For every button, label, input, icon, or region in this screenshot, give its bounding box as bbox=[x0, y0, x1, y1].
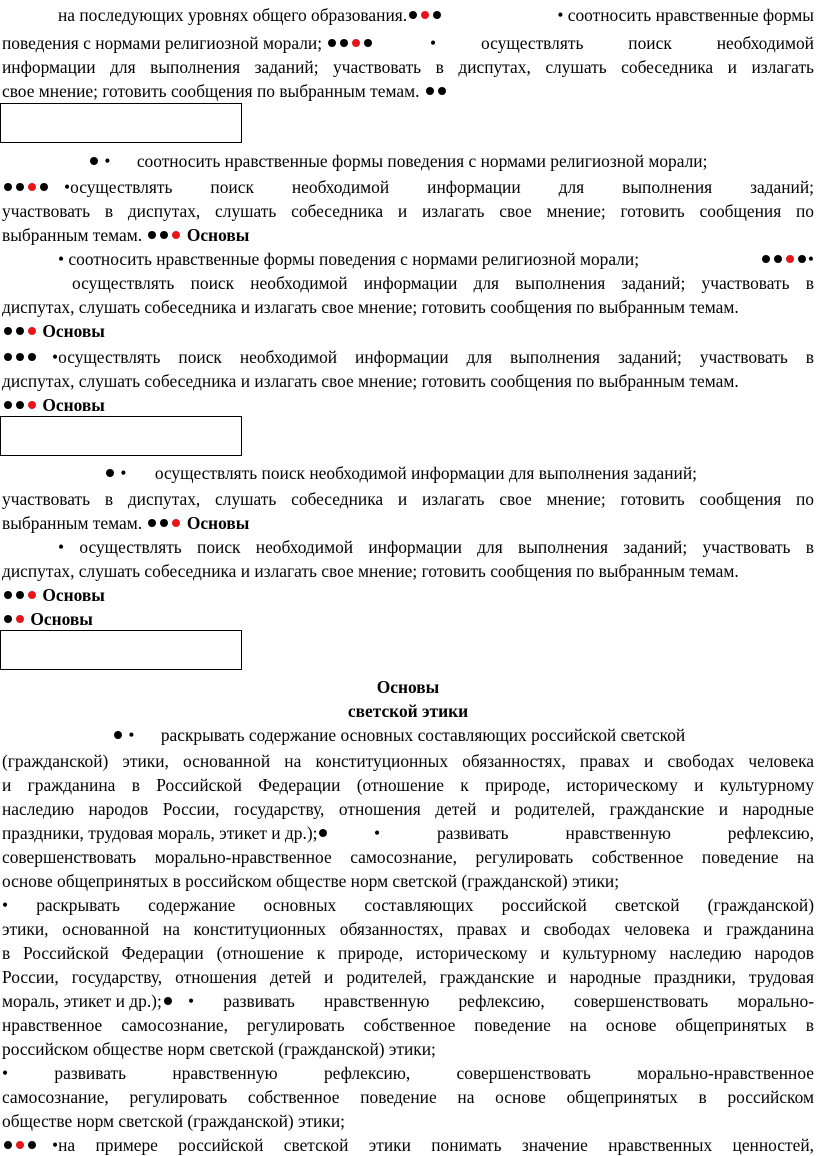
text-line: диспутах, слушать собеседника и излагать свое мнение; готовить сообщения по выбранным темам. bbox=[2, 371, 739, 391]
text-line bbox=[2, 80, 814, 102]
text-line: • развивать нравственную рефлексию, совершенствовать морально-нравственное bbox=[2, 1063, 814, 1083]
red-bullet-dot-icon bbox=[28, 591, 36, 599]
red-bullet-dot-icon bbox=[786, 255, 794, 263]
bullet-dot-icon bbox=[774, 255, 782, 263]
empty-frame bbox=[0, 630, 242, 670]
empty-frame bbox=[0, 416, 242, 456]
text-line bbox=[2, 822, 814, 844]
bullet-dot-icon bbox=[364, 39, 372, 47]
text-line bbox=[2, 176, 814, 198]
bullet-dot-icon bbox=[328, 39, 336, 47]
text-segment: праздники, трудовая мораль, этикет и др.); bbox=[2, 823, 318, 843]
text-line: наследию народов России, государству, отношения детей и родителей, гражданские и народные bbox=[2, 799, 814, 819]
text-line: участвовать в диспутах, слушать собеседника и излагать свое мнение; готовить сообщения по bbox=[2, 201, 814, 221]
text-line: нравственное самосознание, регулировать собственное поведение на основе общепринятых в bbox=[2, 1015, 814, 1035]
text-segment: выбранным темам. bbox=[2, 225, 143, 245]
red-bullet-dot-icon bbox=[28, 401, 36, 409]
bullet-dot-icon bbox=[433, 11, 441, 19]
bold-heading: Основы bbox=[42, 585, 105, 605]
bullet-dot-icon bbox=[114, 731, 122, 739]
text-line bbox=[2, 320, 814, 342]
red-bullet-dot-icon bbox=[28, 327, 36, 335]
section-subtitle: светской этики bbox=[347, 701, 469, 721]
bullet-dot-icon bbox=[4, 327, 12, 335]
text-segment: поведения с нормами религиозной морали; bbox=[2, 33, 323, 53]
text-segment: соотносить нравственные формы поведения с нормами религиозной морали; bbox=[136, 151, 708, 171]
text-line bbox=[2, 346, 814, 368]
text-segment: выбранным темам. bbox=[2, 513, 143, 533]
text-line: • раскрывать содержание основных составляющих российской светской (гражданской) bbox=[2, 895, 814, 915]
bullet-dot-icon bbox=[798, 255, 806, 263]
bullet-dot-icon bbox=[16, 591, 24, 599]
bullet-dot-icon bbox=[28, 1141, 36, 1149]
bold-heading: Основы bbox=[186, 225, 250, 245]
text-segment: • bbox=[807, 249, 814, 269]
text-line: самосознание, регулировать собственное поведение на основе общепринятых в российском bbox=[2, 1087, 814, 1107]
text-line: в Российской Федерации (отношение к природе, историческому и культурному наследию народов bbox=[2, 943, 814, 963]
text-segment: свое мнение; готовить сообщения по выбранным темам. bbox=[2, 81, 420, 101]
bullet-dot-icon bbox=[319, 829, 327, 837]
bullet-dot-icon bbox=[164, 997, 172, 1005]
text-segment: • осуществлять поиск необходимой bbox=[430, 33, 814, 53]
text-line: диспутах, слушать собеседника и излагать свое мнение; готовить сообщения по выбранным темам. bbox=[2, 297, 739, 317]
red-bullet-dot-icon bbox=[16, 615, 24, 623]
red-bullet-dot-icon bbox=[172, 231, 180, 239]
bullet-dot-icon bbox=[16, 327, 24, 335]
text-line: осуществлять поиск необходимой информации для выполнения заданий; участвовать в bbox=[72, 273, 814, 293]
bullet-dot-icon bbox=[340, 39, 348, 47]
text-line: основе общепринятых в российском обществе норм светской (гражданской) этики; bbox=[2, 871, 620, 891]
text-segment: • bbox=[128, 725, 135, 745]
text-line bbox=[58, 248, 814, 270]
section-title: Основы bbox=[376, 677, 440, 697]
text-line: России, государству, отношения детей и родителей, гражданские и народные праздники, трудовая bbox=[2, 967, 814, 987]
text-line bbox=[2, 32, 814, 54]
text-segment: мораль, этикет и др.); bbox=[2, 991, 162, 1011]
text-segment: на последующих уровнях общего образования. bbox=[58, 5, 408, 25]
bullet-dot-icon bbox=[160, 519, 168, 527]
text-line: информации для выполнения заданий; участвовать в диспутах, слушать собеседника и излагать bbox=[2, 57, 814, 77]
text-segment: •осуществлять поиск необходимой информации для выполнения заданий; участвовать в bbox=[52, 347, 814, 367]
bullet-dot-icon bbox=[4, 401, 12, 409]
bullet-dot-icon bbox=[4, 353, 12, 361]
text-line: диспутах, слушать собеседника и излагать свое мнение; готовить сообщения по выбранным темам. bbox=[2, 561, 739, 581]
bullet-dot-icon bbox=[160, 231, 168, 239]
bullet-dot-icon bbox=[16, 353, 24, 361]
red-bullet-dot-icon bbox=[28, 183, 36, 191]
red-bullet-dot-icon bbox=[352, 39, 360, 47]
red-bullet-dot-icon bbox=[172, 519, 180, 527]
red-bullet-dot-icon bbox=[421, 11, 429, 19]
text-segment: • bbox=[104, 151, 111, 171]
text-segment: • развивать нравственную рефлексию, bbox=[374, 823, 814, 843]
text-segment: • bbox=[120, 463, 127, 483]
bullet-dot-icon bbox=[438, 87, 446, 95]
text-segment: • соотносить нравственные формы поведения с нормами религиозной морали; bbox=[58, 249, 640, 269]
text-line: (гражданской) этики, основанной на конституционных обязанностях, правах и свободах человека bbox=[2, 751, 814, 771]
bullet-dot-icon bbox=[148, 519, 156, 527]
text-line bbox=[2, 224, 814, 246]
text-line bbox=[2, 990, 814, 1012]
bold-heading: Основы bbox=[186, 513, 250, 533]
text-segment: осуществлять поиск необходимой информации для выполнения заданий; bbox=[154, 463, 697, 483]
text-line: обществе норм светской (гражданской) этики; bbox=[2, 1111, 345, 1131]
text-line bbox=[58, 4, 814, 26]
text-line: этики, основанной на конституционных обязанностях, правах и свободах человека и гражданина bbox=[2, 919, 814, 939]
bullet-dot-icon bbox=[40, 183, 48, 191]
bullet-dot-icon bbox=[4, 615, 12, 623]
text-segment: •осуществлять поиск необходимой информации для выполнения заданий; bbox=[64, 177, 814, 197]
red-bullet-dot-icon bbox=[16, 1141, 24, 1149]
bullet-dot-icon bbox=[762, 255, 770, 263]
text-segment: •на примере российской светской этики понимать значение нравственных ценностей, bbox=[52, 1135, 814, 1155]
bullet-dot-icon bbox=[16, 183, 24, 191]
bullet-dot-icon bbox=[148, 231, 156, 239]
text-line: участвовать в диспутах, слушать собеседника и излагать свое мнение; готовить сообщения по bbox=[2, 489, 814, 509]
bullet-dot-icon bbox=[4, 591, 12, 599]
bullet-dot-icon bbox=[409, 11, 417, 19]
text-segment: • развивать нравственную рефлексию, совершенствовать морально- bbox=[188, 991, 814, 1011]
bullet-dot-icon bbox=[426, 87, 434, 95]
text-line: российском обществе норм светской (гражданской) этики; bbox=[2, 1039, 436, 1059]
text-line bbox=[112, 724, 814, 746]
bold-heading: Основы bbox=[42, 321, 105, 341]
text-line bbox=[2, 584, 814, 606]
text-segment: раскрывать содержание основных составляющих российской светской bbox=[160, 725, 686, 745]
text-line: • осуществлять поиск необходимой информации для выполнения заданий; участвовать в bbox=[58, 537, 814, 557]
bold-heading: Основы bbox=[30, 609, 93, 629]
text-segment: • соотносить нравственные формы bbox=[557, 5, 814, 25]
bullet-dot-icon bbox=[4, 1141, 12, 1149]
text-line: и гражданина в Российской Федерации (отношение к природе, историческому и культурному bbox=[2, 775, 814, 795]
text-line bbox=[2, 394, 814, 416]
bullet-dot-icon bbox=[90, 157, 98, 165]
text-line bbox=[2, 608, 814, 630]
bullet-dot-icon bbox=[16, 401, 24, 409]
text-line bbox=[88, 150, 814, 172]
text-line bbox=[104, 462, 814, 484]
text-line bbox=[2, 512, 814, 534]
bullet-dot-icon bbox=[4, 183, 12, 191]
text-line bbox=[2, 1134, 814, 1156]
empty-frame bbox=[0, 103, 242, 143]
text-line: совершенствовать морально-нравственное самосознание, регулировать собственное поведение на bbox=[2, 847, 814, 867]
bullet-dot-icon bbox=[28, 353, 36, 361]
bold-heading: Основы bbox=[42, 395, 105, 415]
bullet-dot-icon bbox=[106, 469, 114, 477]
